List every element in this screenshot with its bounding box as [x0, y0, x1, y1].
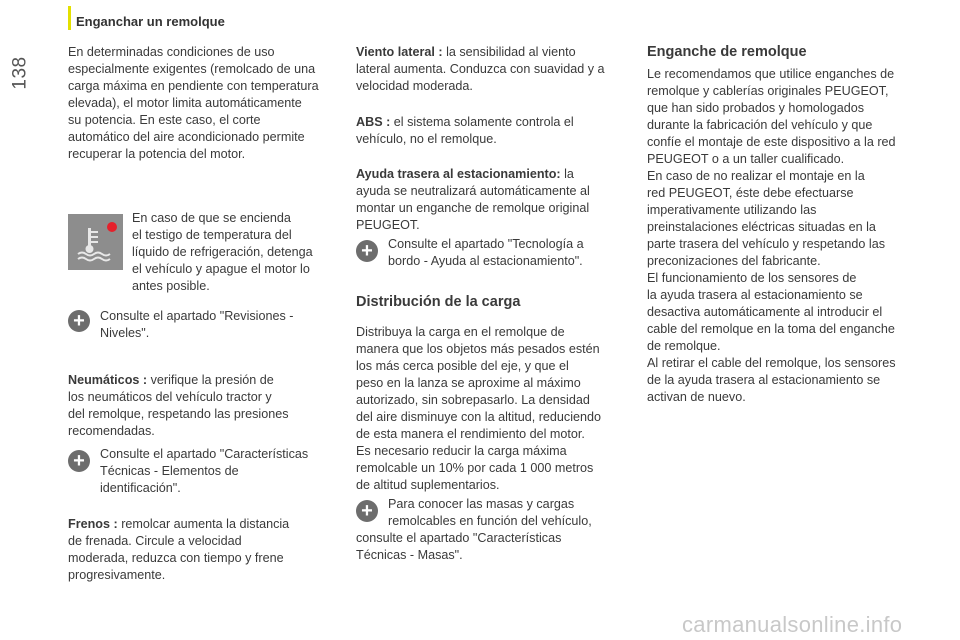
plus-info-icon: +	[68, 450, 90, 472]
plus-info-icon: +	[356, 240, 378, 262]
page-number: 138	[9, 56, 31, 90]
page-header-title: Enganchar un remolque	[76, 14, 225, 29]
note-masas: Para conocer las masas y cargas remolcables en función del vehículo, consulte el apartado "Características Técnicas - Masas".	[356, 497, 592, 562]
trailer-hitch-heading: Enganche de remolque	[647, 44, 807, 60]
note-revisiones: Consulte el apartado "Revisiones - Niveles".	[100, 309, 294, 340]
load-distribution-paragraph: Distribuya la carga en el remolque de manera que los objetos más pesados estén los más cerca posible del eje, y que el peso en la lanza se aproxime al máximo autorizado, sin sobrepasarlo. La densidad del aire disminuye con la altitud, reduciendo de esta manera el rendimiento del motor. Es necesario reducir la carga máxima remolcable un 10% por cada 1 000 metros de altitud suplementarios.	[356, 325, 602, 492]
note-tecnologia-bordo: Consulte el apartado "Tecnología a bordo - Ayuda al estacionamiento".	[388, 237, 584, 268]
plus-info-icon: +	[68, 310, 90, 332]
load-distribution-heading: Distribución de la carga	[356, 294, 521, 310]
wind-paragraph: Viento lateral : la sensibilidad al viento lateral aumenta. Conduzca con suavidad y a velocidad moderada.	[356, 45, 605, 93]
intro-paragraph: En determinadas condiciones de uso especialmente exigentes (remolcado de una carga máxima en pendiente con temperatura elevada), el motor limita automáticamente su potencia. En este caso, el corte automático del aire acondicionado permite recuperar la potencia del motor.	[68, 45, 319, 161]
header-accent-bar	[68, 6, 71, 30]
tyres-paragraph: Neumáticos : verifique la presión de los neumáticos del vehículo tractor y del remolque, respetando las presiones recomendadas.	[68, 373, 289, 438]
trailer-hitch-paragraph: Le recomendamos que utilice enganches de remolque y cablerías originales PEUGEOT, que han sido probados y homologados durante la fabricación del vehículo y que confíe el montaje de este dispositivo a la red PEUGEOT o a un taller cualificado. En caso de no realizar el montaje en la red PEUGEOT, éste debe efectuarse imperativamente utilizando las preinstalaciones eléctricas situadas en la parte trasera del vehículo y respetando las preconizaciones del fabricante. El funcionamiento de los sensores de la ayuda trasera al estacionamiento se desactiva automáticamente al introducir el cable del remolque en la toma del enganche de remolque. Al retirar el cable del remolque, los sensores de la ayuda trasera al estacionamiento se activan de nuevo.	[647, 67, 896, 404]
plus-info-icon: +	[356, 500, 378, 522]
note-caracteristicas-identificacion: Consulte el apartado "Características Técnicas - Elementos de identificación".	[100, 447, 309, 495]
brakes-paragraph: Frenos : remolcar aumenta la distancia de frenada. Circule a velocidad moderada, reduzca con tiempo y frene progresivamente.	[68, 517, 290, 582]
coolant-warning-text: En caso de que se encienda el testigo de temperatura del líquido de refrigeración, detenga el vehículo y apague el motor lo antes posible.	[132, 211, 313, 293]
watermark-text: carmanualsonline.info	[682, 612, 903, 637]
warning-red-dot	[107, 222, 117, 232]
coolant-temperature-warning-icon	[68, 214, 123, 270]
abs-paragraph: ABS : el sistema solamente controla el vehículo, no el remolque.	[356, 115, 574, 146]
parking-aid-paragraph: Ayuda trasera al estacionamiento: la ayuda se neutralizará automáticamente al montar un enganche de remolque original PEUGEOT.	[356, 167, 590, 232]
